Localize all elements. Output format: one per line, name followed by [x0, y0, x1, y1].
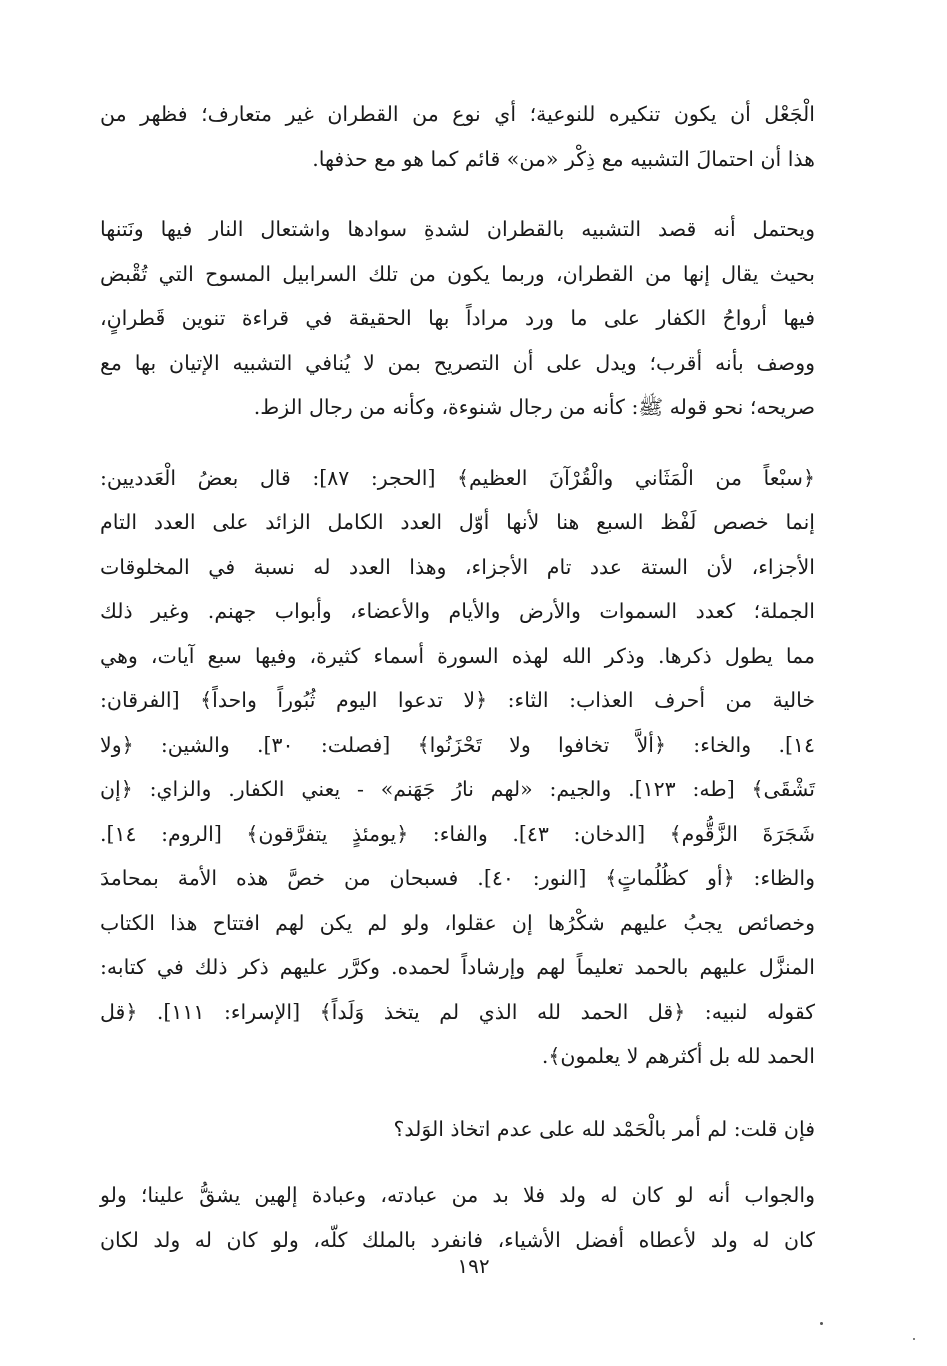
text-line: كان له ولد لأعطاه أفضل الأشياء، فانفرد بالملك كلّه، ولو كان له ولد لكان [100, 1227, 815, 1252]
text-line: الجملة؛ كعدد السموات والأرض والأيام والأعضاء، وأبواب جهنم. وغير ذلك [100, 599, 815, 623]
text-line: خالية من أحرف العذاب: الثاء: ﴿لا تدعوا اليوم ثُبُوراً واحداً﴾ [الفرقان: [100, 688, 815, 712]
text-line: والجواب أنه لو كان له ولد فلا بد من عبادته، وعبادة إلهين يشقُّ علينا؛ ولو [100, 1183, 815, 1207]
text-line: ١٤]. والخاء: ﴿ألاَّ تخافوا ولا تَحْزَنُوا﴾ [فصلت: ٣٠]. والشين: ﴿ولا [100, 732, 815, 757]
paragraph-question [100, 1107, 815, 1152]
paragraph-3 [100, 456, 815, 1079]
paragraph-1 [100, 92, 815, 181]
text-line: بحيث يقال إنها من القطران، وربما يكون من تلك السرابيل المسوح التي تُقْبض [100, 261, 815, 286]
text-line: مما يطول ذكرها. وذكر الله لهذه السورة أسماء كثيرة، وفيها سبع آيات، وهي [100, 643, 815, 668]
text-line: الأجزاء، لأن الستة عدد تام الأجزاء، وهذا العدد له نسبة في المخلوقات [100, 554, 815, 579]
text-line: ﴿سبْعاً من الْمَثَاني والْقُرْآنَ العظيم﴾ [الحجر: ٨٧]: قال بعضُ الْعَدديين: [100, 465, 815, 490]
text-line: والظاء: ﴿أو كظُلُماتٍ﴾ [النور: ٤٠]. فسبحان من خصَّ هذه الأمة بمحامدَ [100, 866, 815, 890]
page-body [100, 92, 815, 1262]
text-line: تَشْقَى﴾ [طه: ١٢٣]. والجيم: «لهم نارُ جَهَنم» - يعني الكفار. والزاي: ﴿إن [100, 777, 815, 801]
text-line: فإن قلت: لم أمر بالْحَمْد لله على عدم اتخاذ الوَلد؟ [393, 1116, 815, 1141]
text-line: كقوله لنبيه: ﴿قل الحمد لله الذي لم يتخذ وَلَداً﴾ [الإسراء: ١١١]. ﴿قل [100, 999, 815, 1024]
text-line: شَجَرَةَ الزَّقُّوم﴾ [الدخان: ٤٣]. والفاء: ﴿يومئذٍ يتفرَّقون﴾ [الروم: ١٤]. [100, 821, 815, 846]
text-line: هذا أن احتمالَ التشبيه مع ذِكْر «من» قائم كما هو مع حذفها. [312, 146, 815, 171]
paragraph-2 [100, 207, 815, 430]
text-line: وخصائص يجبُ عليهم شكْرُها إن عقلوا، ولو لم يكن لهم افتتاح هذا الكتاب [100, 910, 815, 935]
text-line: ويحتمل أنه قصد التشبيه بالقطران لشدةِ سوادها واشتعال النار فيها ونَتنها [100, 217, 815, 241]
paragraph-answer [100, 1173, 815, 1262]
text-line: الْجَعْل أن يكون تنكيره للنوعية؛ أي نوع من القطران غير متعارف؛ فظهر من [100, 102, 815, 126]
text-line: فيها أرواحُ الكفار على ما ورد مراداً بها الحقيقة في قراءة تنوين قَطرانٍ، [100, 306, 815, 330]
text-line: المنزَّل عليهم بالحمد تعليماً لهم وإرشاداً لحمده. وكرَّر عليهم ذكر ذلك في كتابه: [100, 955, 815, 979]
page-number: ١٩٢ [457, 1254, 490, 1278]
text-line: ووصف بأنه أقرب؛ ويدل على أن التصريح بمن لا يُنافي التشبيه الإتيان بها مع [100, 350, 815, 375]
text-line: الحمد لله بل أكثرهم لا يعلمون﴾. [541, 1044, 815, 1068]
text-line: إنما خصص لَفْظ السبع هنا لأنها أوّل العدد الكامل الزائد على العدد التام [100, 510, 815, 534]
scan-speck [820, 1322, 823, 1325]
scan-speck [913, 1338, 915, 1340]
text-line: صريحه؛ نحو قوله ﷺ: كأنه من رجال شنوءة، وكأنه من رجال الزط. [253, 395, 815, 419]
